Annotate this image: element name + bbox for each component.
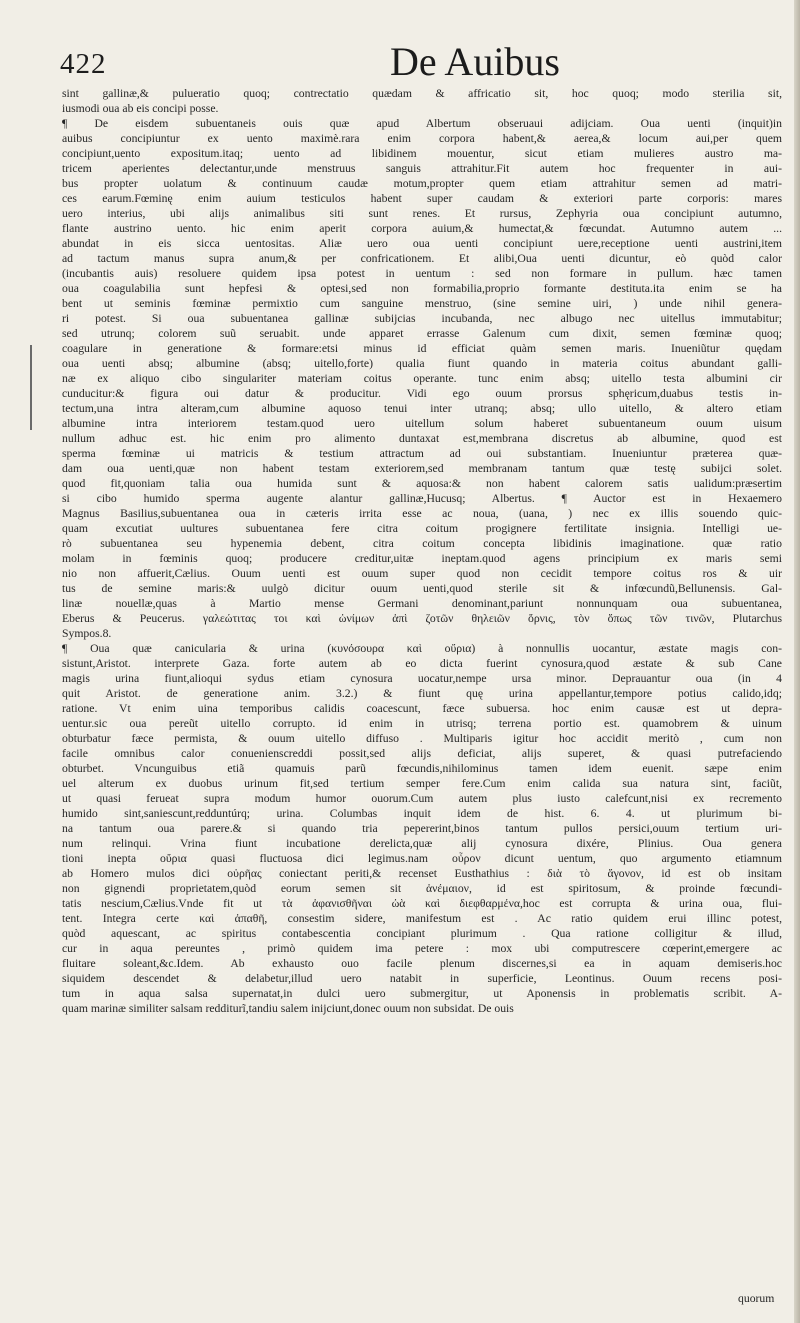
text-line: tricem aperientes delectantur,unde menstruus sanguis attrahitur.Fit autem hoc frequenter in aui- <box>62 162 782 175</box>
text-line: ces earum.Fœminę enim auium testiculos habent super caudam & exteriori parte corporis: mares <box>62 192 782 205</box>
text-line: Sympos.8. <box>62 627 112 640</box>
text-line: quit Aristot. de generatione anim. 3.2.) & fiunt quę urina appellantur,tempore potius calido,idq; <box>62 687 782 700</box>
margin-mark <box>30 345 32 430</box>
text-line: dam oua uenti,quæ non habent testam exteriorem,sed membranam tantum quæ testę subijci solet. <box>62 462 782 475</box>
text-line: concipiunt,uento expositum.itaq; uento ad libidinem mouentur, sicut etiam mulieres austro ma- <box>62 147 782 160</box>
text-line: num relinqui. Vrina fiunt incubatione derelicta,quæ alij cynosura dixére, Plinius. Oua genera <box>62 837 782 850</box>
text-line: siquidem descendet & delabetur,illud uero natabit in superficie, Leontinus. Ouum recens posi- <box>62 972 782 985</box>
text-line: uero interius, ubi alijs animalibus siti sunt renes. Et rursus, Zephyria oua concipiunt autumno, <box>62 207 782 220</box>
text-line: ut quasi ferueat supra modum humor ouorum.Cum autem plus iusto calefcunt,nisi ex recremento <box>62 792 782 805</box>
text-line: sint gallinæ,& pulueratio quoq; contrectatio quædam & affricatio sit, hoc quoq; modo sterilia sit, <box>62 87 782 100</box>
text-line: cur in aqua pereuntes , primò quidem ima petere : mox ubi computrescere cœperint,emergere ac <box>62 942 782 955</box>
running-title: De Auibus <box>390 39 560 84</box>
text-line: sperma fœminæ ui matricis & testium attractum ad oui substantiam. Inueniuntur præterea quæ- <box>62 447 782 460</box>
text-line: molam in fœminis quoq; producere creditur,uitæ ineptam.quod agens principium ex maris semi <box>62 552 782 565</box>
text-line: coagulare in generatione & formare:etsi minus id efficiat quàm semen maris. Inueniũtur quędam <box>62 342 782 355</box>
text-line: ab Homero mulos dici οὐρῆας coniectant periti,& recenset Eusthathius : διὰ τὸ ἄγονον, id est ob insitam <box>62 867 782 880</box>
text-line: si cibo humido sperma augente alantur gallinæ,Hucusq; Albertus. ¶ Auctor est in Hexaemero <box>62 492 782 505</box>
text-line: quod fit,quoniam talia oua humida sunt & aquosa:& non habent calorem satis ualidum:præsertim <box>62 477 782 490</box>
text-line: tus de semine maris:& uulgò dicitur ouum uenti,quod sterile sit & infœcundũ,Bellunensis. Gal- <box>62 582 782 595</box>
text-line: nullum adhuc est. hic enim pro alimento duntaxat est,membrana discretus ab albumine, quod est <box>62 432 782 445</box>
text-line: obturbet. Vncunguibus etiã quamuis parũ fœcundis,nihilominus tamen idem euenit. sæpe enim <box>62 762 782 775</box>
text-line: quòd aquescant, ac spiritus contabescentia concipiant plurimum . Qua ratione colligitur & illud, <box>62 927 782 940</box>
text-line: tum in aqua salsa supernatat,in dulci uero submergitur, ut Aponensis in problematis scribit. A- <box>62 987 782 1000</box>
text-line: Magnus Basilius,subuentanea oua in cæteris irrita esse ac noua, (uana, ) nec ex illis souendo quic- <box>62 507 782 520</box>
text-line: ri potest. Si oua subuentanea gallinæ subijcias incubanda, nec albugo nec uitellus immutabitur; <box>62 312 782 325</box>
page-header <box>60 38 780 86</box>
text-line: non gignendi proprietatem,quòd eorum semen sit ἀνέμαιον, id est spiritosum, & proinde fœcundi- <box>62 882 782 895</box>
text-line: oua uenti absq; albumine (absq; uitello,forte) qualia fiunt quando in materia coitus abundant galli- <box>62 357 782 370</box>
text-line: næ ex aliquo cibo singulariter materiam coitus operante. tunc enim absq; uitello testa albumini cir <box>62 372 782 385</box>
text-line: abundat in eis sicca uentositas. Aliæ uero oua uenti concipiunt uere,receptione uenti austrini,item <box>62 237 782 250</box>
text-line: tent. Integra certe καὶ ἀπαθῆ, consestim sidere, manifestum est . Ac ratio quidem erui illinc potest, <box>62 912 782 925</box>
text-line: sed utrunq; colorem suũ seruabit. unde apparet errasse Galenum cum dixit, semen fœminæ quoq; <box>62 327 782 340</box>
text-line: magis urina fiunt,alioqui sydus etiam cynosura uocatur,nempe ursa minor. Deprauantur oua (in 4 <box>62 672 782 685</box>
text-line: oua coagulabilia sunt hepfesi & optesi,sed non formabilia,proprio formante destituta.ita enim se ha <box>62 282 782 295</box>
text-line: cunducitur:& figura oui datur & producitur. Vidi ego ouum prorsus sphęricum,duabus testis in- <box>62 387 782 400</box>
text-line: sistunt,Aristot. interprete Gaza. forte autem ab eo dicta fuerint cynosura,quod æstate & sub Cane <box>62 657 782 670</box>
text-line: iusmodi oua ab eis concipi posse. <box>62 102 219 115</box>
text-line: (incubantis auis) resoluere quidem ipsa potest in uentum : sed non formare in pullum. hæc tamen <box>62 267 782 280</box>
text-line: flante austrino uento. hic enim aperit corpora auium,& humectat,& fœcundat. Autumno autem ... <box>62 222 782 235</box>
text-line: nio non affuerit,Cælius. Ouum uenti est ouum super quod non cecidit tempore coitus ros & uir <box>62 567 782 580</box>
text-line: tioni inepta οὔρια quasi fluctuosa dici legimus.nam οὖρον dicunt uentum, quo argumento etiamnum <box>62 852 782 865</box>
text-line: rò subuentanea seu hypenemia debent, citra coitum concepta libidinis imaginatione. quæ ratio <box>62 537 782 550</box>
text-line: facile omnibus calor conuenienscreddi possit,sed alijs deficiat, alijs superet, & quasi putrefaciendo <box>62 747 782 760</box>
text-line: uentur.sic oua pereũt uitello corrupto. id enim in utrisq; terrena portio est. quamobrem & uinum <box>62 717 782 730</box>
text-line: tectum,una intra alteram,cum albumine aquoso tenui inter utranq; absq; ullo uitello, & altero etiam <box>62 402 782 415</box>
text-line: fluitare soleant,&c.Idem. Ab exhausto ouo facile plenum discernes,si ea in aquam demiseris.hoc <box>62 957 782 970</box>
text-line: auibus concipiuntur ex uento maximè.rara enim corpora habent,& aerea,& locum aui,per quem <box>62 132 782 145</box>
text-line: ¶ De eisdem subuentaneis ouis quæ apud Albertum obseruaui adijciam. Oua uenti (inquit)in <box>62 117 782 130</box>
catchword: quorum <box>738 1292 775 1305</box>
text-line: quam excutiat uultures subuentanea fere citra coitum progignere fertilitate insignia. Intelligi ue- <box>62 522 782 535</box>
text-line: quam marinæ similiter salsam redditurĩ,tandiu salem inijciunt,donec ouum non subsidat. De ouis <box>62 1002 514 1015</box>
text-line: bent ut seminis fœminæ permixtio cum sanguine menstruo, (sine semine uiri, ) unde nihil genera- <box>62 297 782 310</box>
page-edge <box>794 0 800 1323</box>
text-line: albumine intra interiorem testam.quod uero uitellum solum haberet subuentaneum ouum uisum <box>62 417 782 430</box>
text-line: uel alterum ex duobus urinum fit,sed tertium semper fere.Cum enim calida sua natura sint, faciũt, <box>62 777 782 790</box>
text-line: ratione. Vt enim uina temporibus calidis coacescunt, fæce subuersa. hoc enim causæ est ut depra- <box>62 702 782 715</box>
text-line: ¶ Oua quæ canicularia & urina (κυνόσουρα καὶ οὔρια) à nonnullis uocantur, æstate magis con- <box>62 642 782 655</box>
text-line: linæ nouellæ,quas à Martio mense Germani denominant,pariunt nonnunquam oua subuentanea, <box>62 597 782 610</box>
text-line: humido sint,saniescunt,redduntúrq; urina. Columbas inquit idem de hist. 6. 4. ut plurimum bi- <box>62 807 782 820</box>
body-text <box>62 86 782 1296</box>
text-line: Eberus & Peucerus. γαλεώτιτας τοι καὶ ὠνίμων ἀπὶ ζοτῶν θηλειῶν ὄρνις, τὸν ὅπως τῶν τινῶν, Plutarchus <box>62 612 782 625</box>
text-line: ad tactum manus supra anum,& per confricationem. Et alibi,Oua uenti dicuntur, eò quòd calor <box>62 252 782 265</box>
text-line: obturbatur fæce permista, & ouum uitello diffuso . Multiparis igitur hoc accidit meritò , cum non <box>62 732 782 745</box>
page-number: 422 <box>60 48 107 80</box>
text-line: na tantum oua parere.& si quando tria pepererint,binos tantum pullos persici,ouum tertium uri- <box>62 822 782 835</box>
text-line: tatis nescium,Cælius.Vnde fit ut τὰ ἀφανισθῆναι ὠὰ καὶ διεφθαρμένα,hoc est corrupta & urina oua, flui- <box>62 897 782 910</box>
text-line: bus propter uolatum & continuum caudæ motum,propter quem etiam attrahitur semen ad matri- <box>62 177 782 190</box>
